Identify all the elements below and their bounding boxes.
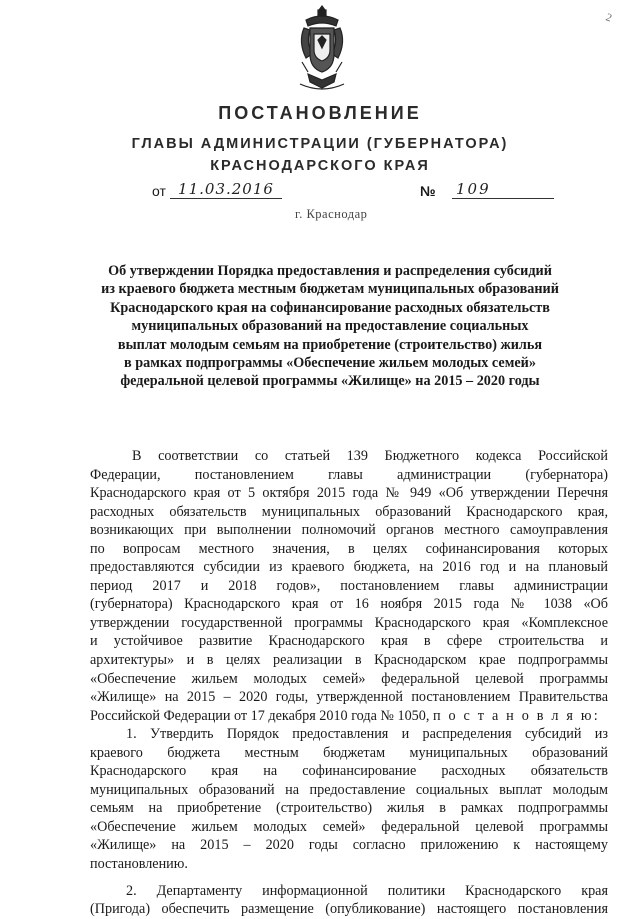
body-line: «Обеспечение жильем молодых семей» федеральной целевой программы xyxy=(90,818,608,835)
body-line: расходных обязательств муниципальных образований Краснодарского края, xyxy=(90,503,608,520)
body-line: «Жилище» на 2015 – 2020 годы согласно приложению к настоящему xyxy=(90,837,608,854)
body-line: утверждении государственной программы Краснодарского края «Комплексное xyxy=(90,614,608,631)
body-line: семьям на приобретение (строительство) жилья в рамках подпрограммы xyxy=(90,800,608,817)
body-line: предоставляются субсидии из краевого бюджета, на 2016 год и на плановый xyxy=(90,559,608,576)
body-line: «Обеспечение жильем молодых семей» федеральной целевой программы xyxy=(90,670,608,687)
body-line: по вопросам местного значения, в целях софинансирования которых xyxy=(90,540,608,557)
item-2-paragraph xyxy=(90,882,608,919)
body-line: краевого бюджета местным бюджетам муниципальных образований xyxy=(90,744,608,761)
body-line-text: Российской Федерации от 17 декабря 2010 года № 1050, xyxy=(90,707,430,724)
title-line: муниципальных образований на предоставление социальных xyxy=(131,318,529,335)
body-line: Краснодарского края на софинансирование расходных обязательств xyxy=(90,763,608,780)
document-body xyxy=(90,447,608,919)
region-line: КРАСНОДАРСКОГО КРАЯ xyxy=(210,158,430,174)
page-mark: 2 xyxy=(604,11,614,25)
body-line: (губернатора) Краснодарского края от 16 ноября 2015 года № 1038 «Об xyxy=(90,596,608,613)
document-type-title: ПОСТАНОВЛЕНИЕ xyxy=(218,103,422,123)
body-line: В соответствии со статьей 139 Бюджетного кодекса Российской xyxy=(132,448,608,464)
body-line: (Пригода) обеспечить размещение (опубликование) настоящего постановления xyxy=(90,901,608,918)
body-line: 1. Утвердить Порядок предоставления и распределения субсидий из xyxy=(126,726,608,743)
city-label: г. Краснодар xyxy=(295,207,368,221)
decree-word: п о с т а н о в л я ю: xyxy=(432,707,600,724)
paragraph-gap xyxy=(90,874,608,882)
number-label: № xyxy=(420,183,436,199)
body-line xyxy=(90,707,608,726)
body-line: муниципальных образований на предоставление социальных выплат молодым xyxy=(90,781,608,798)
document-number: 109 xyxy=(452,180,554,199)
body-line: постановлению. xyxy=(90,856,188,873)
coat-of-arms-emblem xyxy=(296,4,348,96)
title-line: федеральной целевой программы «Жилище» на 2015 – 2020 годы xyxy=(120,373,540,390)
body-line: архитектуры» и в целях реализации в Краснодарском крае подпрограммы xyxy=(90,652,608,669)
title-line: Краснодарского края на софинансирование расходных обязательств xyxy=(110,299,550,316)
body-line: возникающих при выполнении полномочий органов местного самоуправления xyxy=(90,522,608,539)
issuer-line: ГЛАВЫ АДМИНИСТРАЦИИ (ГУБЕРНАТОРА) xyxy=(131,136,509,152)
body-line: период 2017 и 2018 годов», постановлением главы администрации xyxy=(90,577,608,594)
body-line: Краснодарского края от 5 октября 2015 года № 949 «Об утверждении Перечня xyxy=(90,485,608,502)
document-title xyxy=(60,262,600,391)
title-line: в рамках подпрограммы «Обеспечение жильем молодых семей» xyxy=(124,355,536,372)
preamble-paragraph xyxy=(90,447,608,725)
body-line: 2. Департаменту информационной политики Краснодарского края xyxy=(126,882,608,899)
body-line: Федерации, постановлением главы администрации (губернатора) xyxy=(90,466,608,483)
document-date: 11.03.2016 xyxy=(170,180,282,199)
title-line: Об утверждении Порядка предоставления и распределения субсидий xyxy=(108,263,552,279)
item-1-paragraph xyxy=(90,725,608,873)
body-line: и устойчивое развитие Краснодарского края в сфере строительства и xyxy=(90,633,608,650)
body-line: «Жилище» на 2015 – 2020 годы, утвержденной постановлением Правительства xyxy=(90,689,608,706)
date-label: от xyxy=(152,183,166,199)
title-line: из краевого бюджета местным бюджетам муниципальных образований xyxy=(101,281,559,298)
title-line: выплат молодым семьям на приобретение (строительство) жилья xyxy=(117,336,543,353)
